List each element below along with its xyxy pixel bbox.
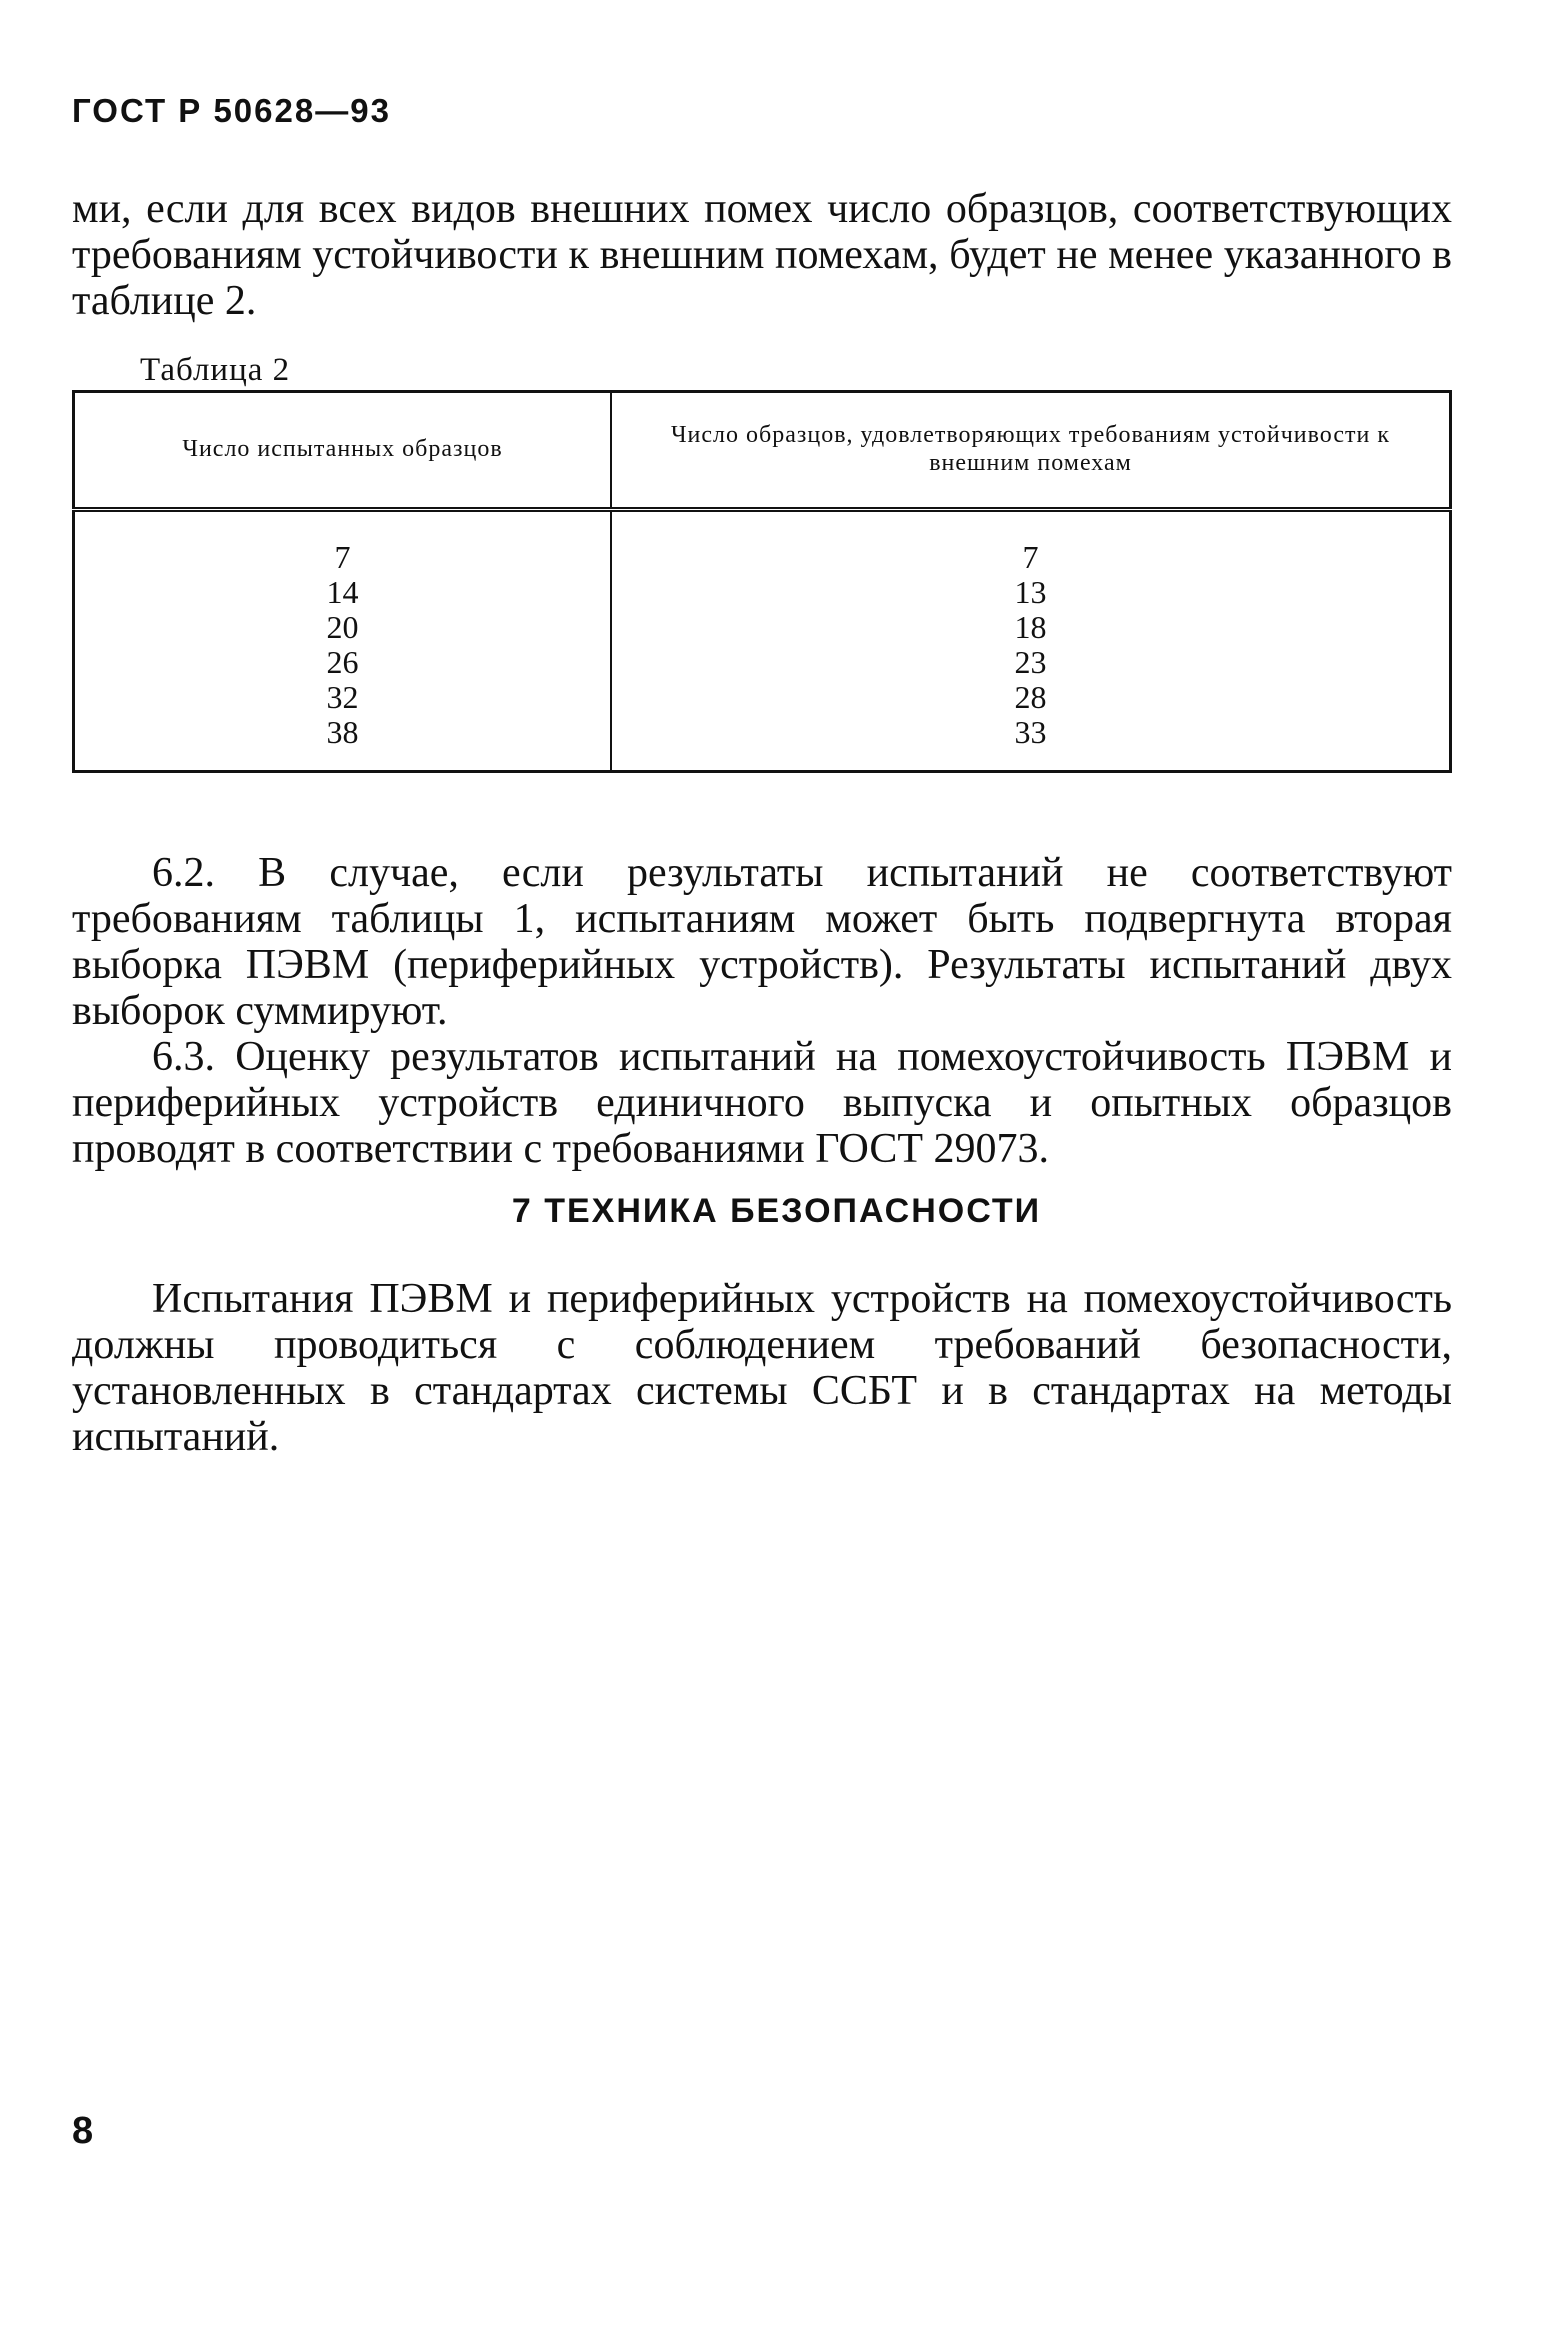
table-cell-tested: 32 bbox=[74, 680, 612, 715]
table-row bbox=[74, 680, 1451, 715]
table-row bbox=[74, 610, 1451, 645]
paragraph-6-3: 6.3. Оценку результатов испытаний на помехоустойчивость ПЭВМ и периферийных устройств единичного выпуска и опытных образцов проводят в соответствии с требованиями ГОСТ 29073. bbox=[72, 1034, 1452, 1172]
table-cell-tested: 7 bbox=[74, 540, 612, 575]
section-7-body bbox=[72, 1276, 1452, 1460]
table-header-row bbox=[74, 392, 1451, 510]
table-row bbox=[74, 575, 1451, 610]
section-7-paragraph: Испытания ПЭВМ и периферийных устройств на помехоустойчивость должны проводиться с соблюдением требований безопасности, установленных в стандартах системы ССБТ и в стандартах на методы испытаний. bbox=[72, 1276, 1452, 1460]
intro-paragraph bbox=[72, 186, 1452, 324]
paragraph-6-2: 6.2. В случае, если результаты испытаний не соответствуют требованиям таблицы 1, испытаниям может быть подвергнута вторая выборка ПЭВМ (периферийных устройств). Результаты испытаний двух выборок суммируют. bbox=[72, 850, 1452, 1034]
data-table bbox=[72, 390, 1452, 773]
table-cell-tested: 26 bbox=[74, 645, 612, 680]
table-header-compliant-samples: Число образцов, удовлетворяющих требованиям устойчивости к внешним помехам bbox=[611, 392, 1451, 510]
table-cell-tested: 38 bbox=[74, 715, 612, 772]
table-cell-tested: 20 bbox=[74, 610, 612, 645]
table-cell-compliant: 28 bbox=[611, 680, 1451, 715]
table-cell-compliant: 33 bbox=[611, 715, 1451, 772]
page-number: 8 bbox=[72, 2110, 94, 2152]
table-caption: Таблица 2 bbox=[140, 352, 291, 388]
table-cell-tested: 14 bbox=[74, 575, 612, 610]
table-spacer-row bbox=[74, 510, 1451, 541]
section-heading: 7 ТЕХНИКА БЕЗОПАСНОСТИ bbox=[511, 1192, 1042, 1230]
table-cell-compliant: 13 bbox=[611, 575, 1451, 610]
page-header: ГОСТ Р 50628—93 bbox=[72, 92, 391, 129]
section-6-paragraphs bbox=[72, 850, 1452, 1172]
table-header-tested-samples: Число испытанных образцов bbox=[74, 392, 612, 510]
table-cell-compliant: 23 bbox=[611, 645, 1451, 680]
table-row bbox=[74, 645, 1451, 680]
table-row bbox=[74, 540, 1451, 575]
intro-paragraph-text: ми, если для всех видов внешних помех число образцов, соответствующих требованиям устойчивости к внешним помехам, будет не менее указанного в таблице 2. bbox=[72, 186, 1452, 324]
table-cell-compliant: 18 bbox=[611, 610, 1451, 645]
table-cell-compliant: 7 bbox=[611, 540, 1451, 575]
table-row bbox=[74, 715, 1451, 772]
